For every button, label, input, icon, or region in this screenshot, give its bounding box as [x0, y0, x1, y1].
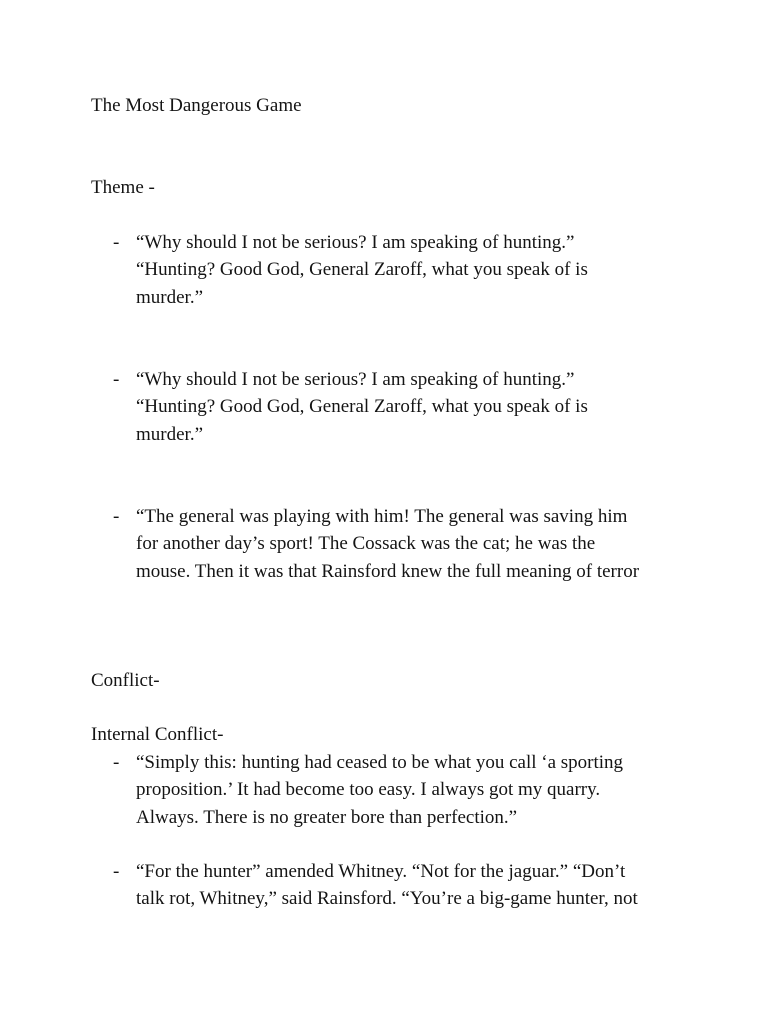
conflict-heading: Conflict-	[91, 670, 160, 691]
theme-heading: Theme -	[91, 177, 155, 198]
quote-line: “Why should I not be serious? I am speaking of hunting.”	[136, 369, 575, 390]
quote-line: “Hunting? Good God, General Zaroff, what you speak of is	[136, 396, 588, 418]
quote-line: proposition.’ It had become too easy. I always got my quarry.	[136, 779, 601, 801]
quote-line: “Simply this: hunting had ceased to be what you call ‘a sporting	[136, 752, 624, 773]
quote-line: “Hunting? Good God, General Zaroff, what you speak of is	[136, 259, 588, 281]
quote-line: talk rot, Whitney,” said Rainsford. “You’re a big-game hunter, not	[136, 888, 638, 910]
quote-line: Always. There is no greater bore than perfection.”	[136, 806, 518, 828]
bullet-marker: -	[113, 232, 120, 253]
quote-line: “The general was playing with him! The general was saving him	[136, 506, 628, 527]
quote-line: “For the hunter” amended Whitney. “Not for the jaguar.” “Don’t	[136, 861, 626, 882]
internal-conflict-heading: Internal Conflict-	[91, 724, 224, 745]
quote-line: murder.”	[136, 423, 204, 445]
bullet-marker: -	[113, 369, 120, 390]
bullet-marker: -	[113, 861, 120, 882]
quote-line: for another day’s sport! The Cossack was the cat; he was the	[136, 533, 596, 555]
bullet-marker: -	[113, 506, 120, 527]
quote-line: murder.”	[136, 286, 204, 308]
bullet-marker: -	[113, 752, 120, 773]
document-title: The Most Dangerous Game	[91, 95, 302, 116]
quote-line: mouse. Then it was that Rainsford knew the full meaning of terror	[136, 560, 640, 582]
quote-line: “Why should I not be serious? I am speaking of hunting.”	[136, 232, 575, 253]
